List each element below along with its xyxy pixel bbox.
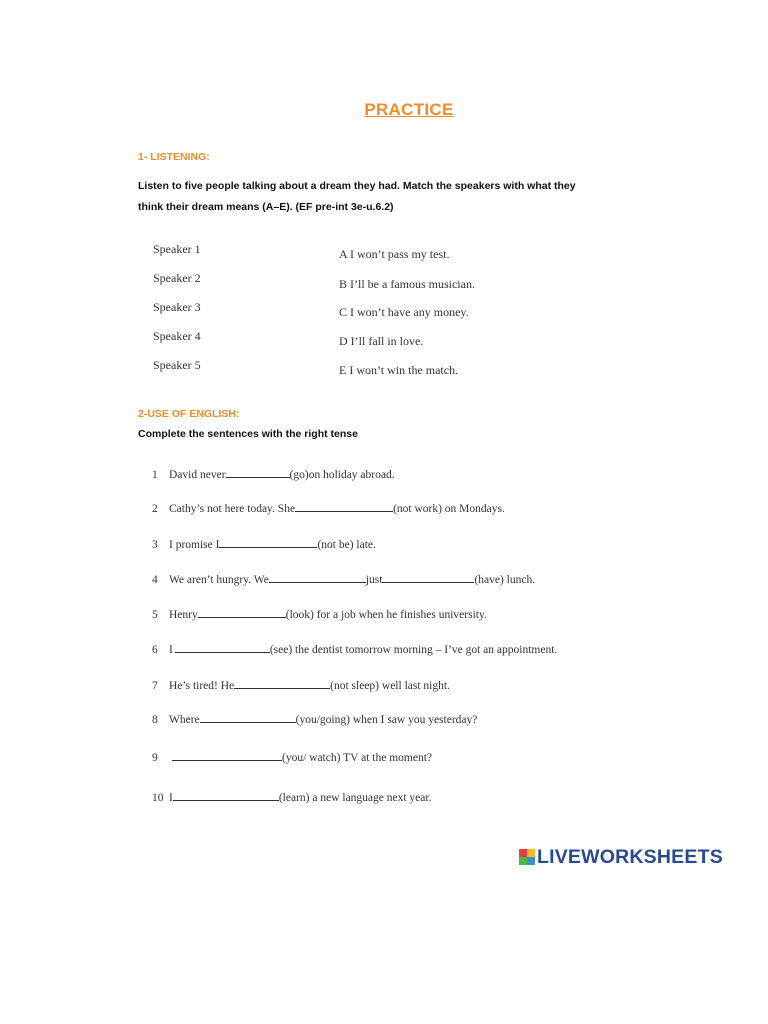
item-number: 8 bbox=[152, 714, 158, 726]
speaker-label: Speaker 5 bbox=[153, 358, 201, 372]
exercise-item bbox=[152, 607, 487, 621]
logo-square-yellow bbox=[527, 849, 535, 857]
liveworksheets-logo-icon bbox=[519, 849, 535, 865]
exercise-item bbox=[152, 501, 505, 515]
answer-blank[interactable] bbox=[172, 750, 282, 761]
speaker-label: Speaker 2 bbox=[153, 271, 201, 285]
logo-square-blue bbox=[527, 857, 535, 865]
item-text: We aren’t hungry. We bbox=[169, 574, 269, 586]
speaker-label: Speaker 4 bbox=[153, 329, 201, 343]
speaker-label: Speaker 3 bbox=[153, 300, 201, 314]
item-number: 9 bbox=[152, 752, 158, 764]
item-number: 4 bbox=[152, 574, 158, 586]
item-text: (learn) a new language next year. bbox=[278, 792, 432, 804]
item-text: (not be) late. bbox=[317, 539, 376, 551]
option-label: E I won’t win the match. bbox=[339, 363, 459, 377]
answer-blank[interactable] bbox=[382, 572, 474, 583]
answer-blank[interactable] bbox=[173, 790, 279, 801]
item-text: I bbox=[169, 644, 173, 656]
exercise-item bbox=[152, 572, 535, 586]
answer-blank[interactable] bbox=[200, 712, 296, 723]
item-text: just bbox=[365, 574, 383, 586]
item-text: David never bbox=[169, 469, 226, 481]
listening-instruction bbox=[138, 176, 658, 218]
item-text: He’s tired! He bbox=[169, 680, 235, 692]
item-text: (look) for a job when he finishes university. bbox=[285, 609, 487, 621]
item-text: (not work) on Mondays. bbox=[393, 503, 505, 515]
option-label: D I’ll fall in love. bbox=[339, 334, 424, 348]
listening-instruction-line-1: Listen to five people talking about a dream they had. Match the speakers with what they bbox=[138, 180, 576, 192]
item-text: Henry bbox=[169, 609, 198, 621]
item-text: (you/ watch) TV at the moment? bbox=[282, 752, 432, 764]
option-label: B I’ll be a famous musician. bbox=[339, 277, 475, 291]
answer-blank[interactable] bbox=[175, 642, 270, 653]
listening-instruction-line-2: think their dream means (A–E). (EF pre-int 3e-u.6.2) bbox=[138, 201, 394, 213]
exercise-item bbox=[152, 712, 477, 726]
logo-square-red bbox=[519, 849, 527, 857]
exercise-item bbox=[152, 750, 432, 764]
item-text: (have) lunch. bbox=[474, 574, 536, 586]
page-title: PRACTICE bbox=[364, 100, 454, 119]
answer-blank[interactable] bbox=[234, 678, 330, 689]
item-text: Cathy’s not here today. She bbox=[169, 503, 296, 515]
use-of-english-instruction: Complete the sentences with the right tense bbox=[138, 428, 358, 440]
answer-blank[interactable] bbox=[219, 537, 317, 548]
logo-square-green bbox=[519, 857, 527, 865]
item-text: Where bbox=[169, 714, 200, 726]
exercise-item bbox=[152, 642, 557, 656]
logo-text: LIVEWORKSHEETS bbox=[537, 845, 723, 868]
use-of-english-heading: 2-USE OF ENGLISH: bbox=[138, 408, 240, 420]
answer-blank[interactable] bbox=[198, 607, 286, 618]
listening-heading: 1- LISTENING: bbox=[138, 151, 210, 163]
exercise-item bbox=[152, 467, 395, 481]
answer-blank[interactable] bbox=[295, 501, 393, 512]
item-text: (you/going) when I saw you yesterday? bbox=[295, 714, 478, 726]
item-number: 7 bbox=[152, 680, 158, 692]
item-text: I promise I bbox=[169, 539, 220, 551]
option-label: C I won’t have any money. bbox=[339, 305, 469, 319]
item-number: 3 bbox=[152, 539, 158, 551]
answer-blank[interactable] bbox=[269, 572, 366, 583]
item-number: 1 bbox=[152, 469, 158, 481]
speaker-label: Speaker 1 bbox=[153, 242, 201, 256]
item-number: 6 bbox=[152, 644, 158, 656]
item-number: 10 bbox=[152, 792, 164, 804]
item-text: (see) the dentist tomorrow morning – I’ve got an appointment. bbox=[269, 644, 558, 656]
option-label: A I won’t pass my test. bbox=[339, 247, 450, 261]
exercise-item bbox=[152, 790, 431, 804]
item-text: (not sleep) well last night. bbox=[330, 680, 450, 692]
item-number: 5 bbox=[152, 609, 158, 621]
item-number: 2 bbox=[152, 503, 158, 515]
exercise-item bbox=[152, 537, 376, 551]
item-text: (go)on holiday abroad. bbox=[289, 469, 395, 481]
liveworksheets-logo bbox=[519, 845, 723, 869]
exercise-item bbox=[152, 678, 450, 692]
answer-blank[interactable] bbox=[226, 467, 290, 478]
item-text: I bbox=[169, 792, 173, 804]
